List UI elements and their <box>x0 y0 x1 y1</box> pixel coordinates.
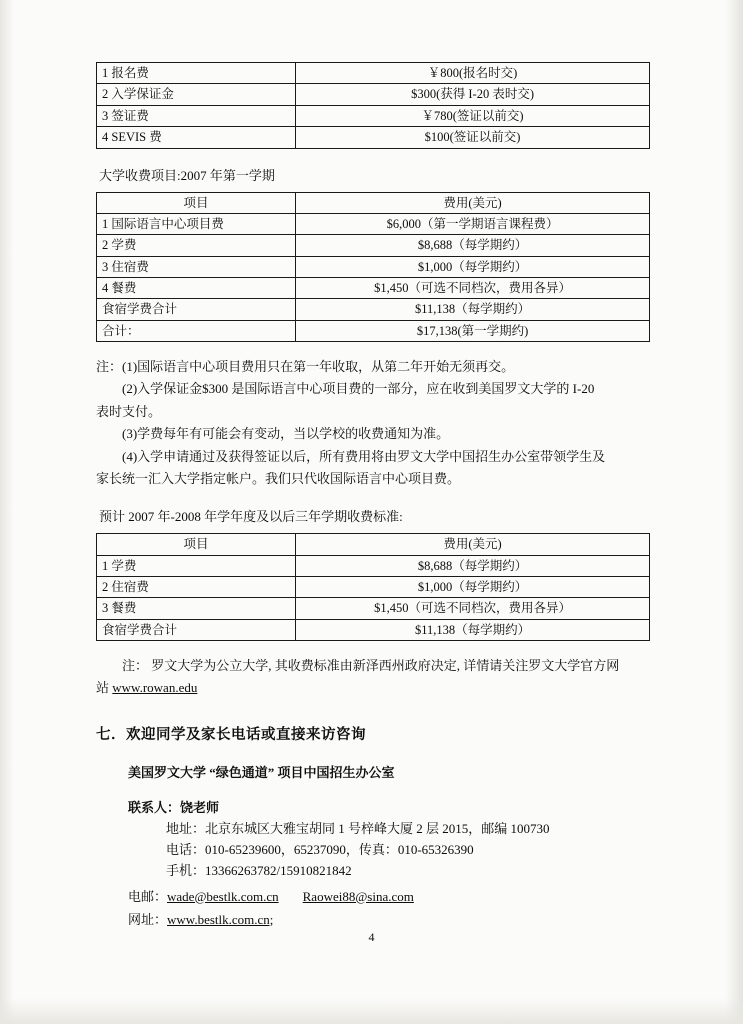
note-line: 注： 罗文大学为公立大学, 其收费标准由新泽西州政府决定, 详情请关注罗文大学官方网 <box>122 658 620 674</box>
fee-item: 4 餐费 <box>97 278 296 299</box>
fee-value: $1,000（每学期约） <box>296 577 650 598</box>
contact-address: 地址：北京东城区大雅宝胡同 1 号梓峰大厦 2 层 2015，邮编 100730 <box>166 821 550 837</box>
notes-first-semester <box>96 356 650 490</box>
table-row <box>97 63 650 84</box>
section-heading-contact: 七．欢迎同学及家长电话或直接来访咨询 <box>96 727 366 744</box>
fee-table-application <box>96 62 650 149</box>
table-row <box>97 555 650 576</box>
fee-value: $6,000（第一学期语言课程费） <box>296 213 650 234</box>
fee-item: 3 签证费 <box>97 105 296 126</box>
fee-item: 3 餐费 <box>97 598 296 619</box>
fee-value: $17,138(第一学期约) <box>296 320 650 341</box>
email-link-primary[interactable]: wade@bestlk.com.cn <box>167 888 279 904</box>
table-row <box>97 598 650 619</box>
rowan-website-link[interactable]: www.rowan.edu <box>112 680 198 696</box>
contact-email-row <box>96 886 650 905</box>
fee-item: 合计： <box>97 320 296 341</box>
table-row <box>97 278 650 299</box>
note-line: 家长统一汇入大学指定帐户。我们只代收国际语言中心项目费。 <box>96 470 461 486</box>
table-row <box>97 235 650 256</box>
fee-value: ￥780(签证以前交) <box>296 105 650 126</box>
document-content <box>96 62 650 928</box>
fee-item: 2 入学保证金 <box>97 84 296 105</box>
column-header-item: 项目 <box>97 192 296 213</box>
spacer <box>96 149 650 165</box>
fee-value: ￥800(报名时交) <box>296 63 650 84</box>
fee-item: 1 学费 <box>97 555 296 576</box>
section-caption-semester: 大学收费项目:2007 年第一学期 <box>99 167 275 183</box>
note-line: (3)学费每年有可能会有变动，当以学校的收费通知为准。 <box>122 426 450 442</box>
table-header-row <box>97 192 650 213</box>
contact-phone: 电话：010-65239600，65237090，传真：010-65326390 <box>166 842 474 858</box>
page-number: 4 <box>368 930 375 944</box>
note-line: (2)入学保证金$300 是国际语言中心项目费的一部分，应在收到美国罗文大学的 I-20 <box>122 381 595 397</box>
fee-item: 2 住宿费 <box>97 577 296 598</box>
section-caption-future-years: 预计 2007 年-2008 年学年度及以后三年学期收费标准: <box>99 509 403 525</box>
email-label: 电邮： <box>128 888 168 904</box>
fee-item: 3 住宿费 <box>97 256 296 277</box>
fee-table-future-years <box>96 533 650 641</box>
fee-item: 1 报名费 <box>97 63 296 84</box>
fee-item: 食宿学费合计 <box>97 619 296 640</box>
spacer <box>96 490 650 506</box>
table-header-row <box>97 534 650 555</box>
email-link-secondary[interactable]: Raowei88@sina.com <box>302 888 414 904</box>
table-row <box>97 127 650 148</box>
table-row <box>97 320 650 341</box>
column-header-fee: 费用(美元) <box>296 534 650 555</box>
contact-person: 联系人：饶老师 <box>128 800 220 816</box>
fee-item: 4 SEVIS 费 <box>97 127 296 148</box>
office-name: 美国罗文大学 “绿色通道” 项目中国招生办公室 <box>128 765 395 781</box>
fee-value: $1,450（可选不同档次，费用各异） <box>296 278 650 299</box>
table-row <box>97 84 650 105</box>
notes-public-university <box>96 655 650 699</box>
table-row <box>97 213 650 234</box>
fee-value: $100(签证以前交) <box>296 127 650 148</box>
contact-details <box>96 797 650 881</box>
note-line: 表时支付。 <box>96 403 162 419</box>
fee-value: $8,688（每学期约） <box>296 235 650 256</box>
contact-mobile: 手机：13366263782/15910821842 <box>166 863 352 879</box>
website-link[interactable]: www.bestlk.com.cn; <box>167 911 274 927</box>
fee-value: $11,138（每学期约） <box>296 619 650 640</box>
table-row <box>97 299 650 320</box>
fee-item: 食宿学费合计 <box>97 299 296 320</box>
scan-edge-right <box>725 0 743 1024</box>
scan-edge-left <box>0 0 14 1024</box>
note-line-with-link: 站 www.rowan.edu <box>96 680 198 696</box>
fee-item: 1 国际语言中心项目费 <box>97 213 296 234</box>
contact-web-row <box>96 909 650 928</box>
web-label: 网址： <box>128 911 168 927</box>
fee-item: 2 学费 <box>97 235 296 256</box>
table-row <box>97 577 650 598</box>
scan-edge-bottom <box>0 998 743 1024</box>
table-row <box>97 105 650 126</box>
fee-value: $1,450（可选不同档次，费用各异） <box>296 598 650 619</box>
fee-table-first-semester <box>96 192 650 343</box>
fee-value: $8,688（每学期约） <box>296 555 650 576</box>
table-row <box>97 256 650 277</box>
note-line: 注：(1)国际语言中心项目费用只在第一年收取，从第二年开始无须再交。 <box>96 359 515 375</box>
note-line: (4)入学申请通过及获得签证以后，所有费用将由罗文大学中国招生办公室带领学生及 <box>122 448 606 464</box>
table-row <box>97 619 650 640</box>
fee-value: $1,000（每学期约） <box>296 256 650 277</box>
fee-value: $11,138（每学期约） <box>296 299 650 320</box>
fee-value: $300(获得 I-20 表时交) <box>296 84 650 105</box>
column-header-item: 项目 <box>97 534 296 555</box>
column-header-fee: 费用(美元) <box>296 192 650 213</box>
